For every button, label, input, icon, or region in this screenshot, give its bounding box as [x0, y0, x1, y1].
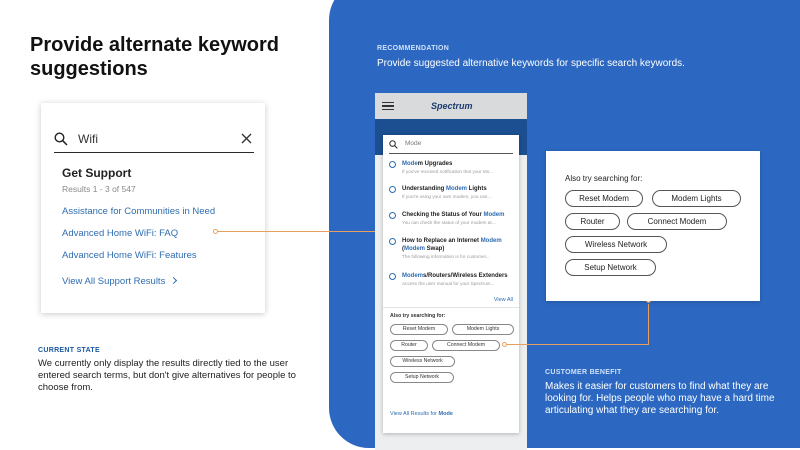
suggestion-chip[interactable]: Setup Network [390, 372, 454, 383]
suggestion-chip[interactable]: Reset Modem [565, 190, 643, 207]
recommendation-text: Provide suggested alternative keywords for specific search keywords. [377, 58, 685, 69]
results-heading: Get Support [62, 166, 132, 180]
suggestion-chip[interactable]: Reset Modem [390, 324, 448, 335]
phone-search-bar[interactable] [389, 140, 513, 154]
suggestion-chip[interactable]: Connect Modem [627, 213, 727, 230]
result-title: Checking the Status of Your Modem [402, 212, 505, 218]
suggestion-chip[interactable]: Connect Modem [432, 340, 500, 351]
view-all-support-link[interactable] [62, 276, 176, 287]
connector-line [218, 231, 382, 232]
view-all-support-label: View All Support Results [62, 276, 166, 287]
suggestion-chip[interactable]: Wireless Network [390, 356, 455, 367]
search-input[interactable]: Wifi [78, 132, 98, 146]
customer-benefit-label: CUSTOMER BENEFIT [545, 369, 622, 376]
result-title: Modems/Routers/Wireless Extenders [402, 273, 508, 279]
divider [383, 307, 519, 308]
result-title: How to Replace an Internet Modem [402, 238, 502, 244]
recommendation-label: RECOMMENDATION [377, 45, 450, 52]
suggestion-chip[interactable]: Router [565, 213, 620, 230]
suggestion-chip[interactable]: Router [390, 340, 428, 351]
result-title-line2: (Modem Swap) [402, 246, 445, 252]
current-search-card [41, 103, 265, 313]
also-try-label: Also try searching for: [390, 313, 446, 319]
customer-benefit-text: Makes it easier for customers to find what they are looking for. Helps people who may have a hard time articulating what they are searching for. [545, 381, 775, 416]
result-description: If you're using your own modem, you can... [402, 194, 492, 199]
chevron-right-icon [170, 277, 177, 284]
suggestions-card [546, 151, 760, 301]
globe-icon [389, 186, 396, 193]
search-icon [54, 132, 68, 146]
globe-icon [389, 273, 396, 280]
view-all-link[interactable]: View All [493, 297, 513, 303]
current-state-text: We currently only display the results directly tied to the user entered search terms, but don't give alternatives for people to choose from. [38, 358, 296, 393]
globe-icon [389, 212, 396, 219]
results-count: Results 1 - 3 of 547 [62, 184, 136, 194]
globe-icon [389, 161, 396, 168]
current-state-label: CURRENT STATE [38, 347, 100, 354]
page-title: Provide alternate keyword suggestions [30, 34, 279, 80]
hamburger-menu-icon[interactable] [382, 102, 394, 110]
phone-mockup [375, 93, 527, 450]
connector-line [648, 304, 649, 345]
result-description: You can check the status of your modem at... [402, 220, 496, 225]
suggestion-chip[interactable]: Setup Network [565, 259, 656, 276]
result-link[interactable]: Advanced Home WiFi: FAQ [62, 228, 179, 239]
result-description: If you've received notification that your Mo... [402, 169, 494, 174]
search-bar[interactable] [54, 131, 254, 153]
connector-line [507, 344, 649, 345]
suggestion-chip[interactable]: Modem Lights [652, 190, 741, 207]
brand-logo: Spectrum [431, 101, 473, 111]
suggestion-chip[interactable]: Modem Lights [452, 324, 514, 335]
result-description: Access the user manual for your Spectrum... [402, 281, 495, 286]
phone-header [375, 93, 527, 119]
result-link[interactable]: Advanced Home WiFi: Features [62, 250, 197, 261]
search-dropdown [383, 135, 519, 433]
result-link[interactable]: Assistance for Communities in Need [62, 206, 216, 217]
result-title: Modem Upgrades [402, 161, 453, 167]
view-all-results-link[interactable]: View All Results for Mode [390, 411, 453, 417]
phone-search-input[interactable]: Mode [405, 140, 422, 147]
result-description: The following information is for customer... [402, 254, 490, 259]
globe-icon [389, 238, 396, 245]
suggestion-chip[interactable]: Wireless Network [565, 236, 667, 253]
close-icon[interactable] [241, 133, 252, 144]
also-try-label: Also try searching for: [565, 174, 643, 183]
result-title: Understanding Modem Lights [402, 186, 487, 192]
search-icon [389, 140, 398, 149]
